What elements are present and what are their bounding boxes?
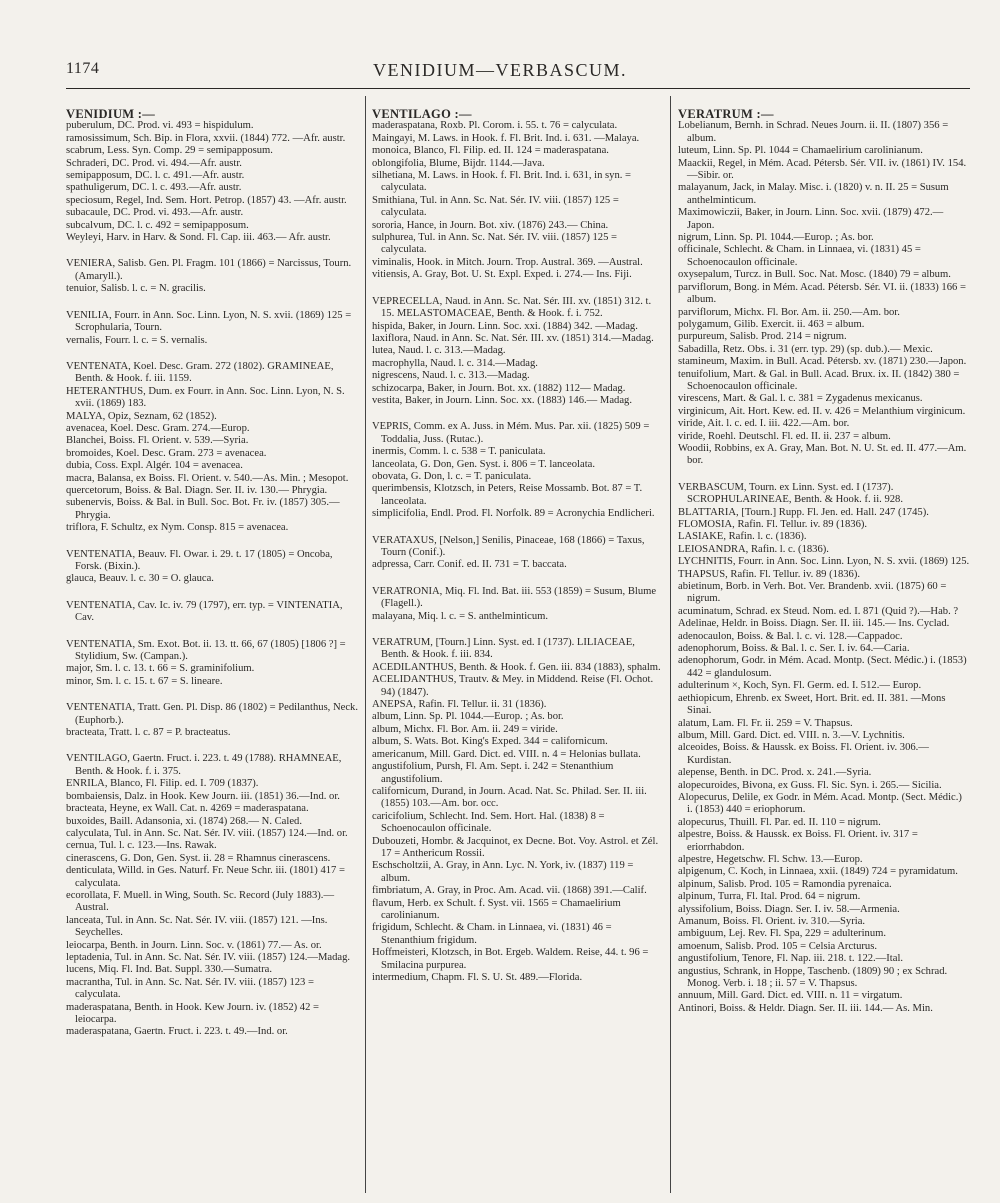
entry-line: aethiopicum, Ehrenb. ex Sweet, Hort. Brit. ed. II. 381. —Mons Sinai.	[678, 692, 946, 717]
entry-line: Weyleyi, Harv. in Harv. & Sond. Fl. Cap. iii. 463.— Afr. austr.	[66, 232, 331, 244]
entry-line: subenervis, Boiss. & Bal. in Bull. Soc. Bot. Fr. iv. (1857) 305.—Phrygia.	[66, 497, 340, 521]
entry-line: alpinum, Salisb. Prod. 105 = Ramondia pyrenaica.	[678, 878, 892, 890]
entry-line: ACELIDANTHUS, Trautv. & Mey. in Middend. Reise (Fl. Ochot. 94) (1847).	[372, 674, 654, 698]
entry-line: denticulata, Willd. in Ges. Naturf. Fr. Neue Schr. iii. (1801) 417 = calyculata.	[66, 865, 345, 889]
entry-line: monoica, Blanco, Fl. Filip. ed. II. 124 = maderaspatana.	[372, 145, 609, 157]
entry-line: dubia, Coss. Expl. Algér. 104 = avenacea.	[66, 460, 243, 472]
genus-entry	[66, 258, 358, 295]
entry-line: alopecurus, Thuill. Fl. Par. ed. II. 110 = nigrum.	[678, 816, 881, 828]
entry-line: LYCHNITIS, Fourr. in Ann. Soc. Linn. Lyon, N. S. xvii. (1869) 125.	[678, 556, 970, 568]
entry-line: cernua, Tul. l. c. 123.—Ins. Rawak.	[66, 840, 217, 852]
entry-line: calyculata, Tul. in Ann. Sc. Nat. Sér. IV. viii. (1857) 124.—Ind. or.	[66, 827, 348, 839]
entry-line: Antinori, Boiss. & Heldr. Diagn. Ser. II. iii. 144.— As. Min.	[678, 1002, 933, 1014]
entry-line: alepense, Benth. in DC. Prod. x. 241.—Syria.	[678, 767, 872, 779]
running-head: VENIDIUM—VERBASCUM.	[372, 60, 627, 80]
entry-line: alpigenum, C. Koch, in Linnaea, xxii. (1849) 724 = pyramidatum.	[678, 866, 958, 878]
entry-line: VERATRUM, [Tourn.] Linn. Syst. ed. I (1737). LILIACEAE, Benth. & Hook. f. iii. 834.	[372, 637, 635, 661]
entry-line: major, Sm. l. c. 13. t. 66 = S. graminifolium.	[66, 663, 255, 675]
entry-line: leptadenia, Tul. in Ann. Sc. Nat. Sér. IV. viii. (1857) 124.—Madag.	[66, 951, 351, 963]
entry-line: oblongifolia, Blume, Bijdr. 1144.—Java.	[372, 157, 545, 169]
entry-line: puberulum, DC. Prod. vi. 493 = hispidulum.	[66, 120, 254, 132]
entry-line: adpressa, Carr. Conif. ed. II. 731 = T. baccata.	[372, 559, 567, 571]
entry-line: semipapposum, DC. l. c. 491.—Afr. austr.	[66, 170, 245, 182]
entry-line: parviflorum, Michx. Fl. Bor. Am. ii. 250.—Am. bor.	[678, 306, 900, 318]
column-divider	[365, 96, 366, 1193]
entry-line: viride, Ait. l. c. ed. I. iii. 422.—Am. bor.	[678, 418, 850, 430]
entry-line: LEIOSANDRA, Rafin. l. c. (1836).	[678, 543, 829, 555]
entry-line: subcalvum, DC. l. c. 492 = semipapposum.	[66, 219, 249, 231]
entry-line: americanum, Mill. Gard. Dict. ed. VIII. n. 4 = Helonias bullata.	[372, 748, 641, 760]
entry-line: schizocarpa, Baker, in Journ. Bot. xx. (1882) 112— Madag.	[372, 382, 626, 394]
entry-line: virescens, Mart. & Gal. l. c. 381 = Zygadenus mexicanus.	[678, 393, 923, 405]
entry-line: VENTENATIA, Cav. Ic. iv. 79 (1797), err. typ. = VINTENATIA, Cav.	[66, 599, 343, 624]
entry-line: Maximowiczii, Baker, in Journ. Linn. Soc. xvii. (1879) 472.—Japon.	[678, 207, 944, 231]
entry-line: minor, Sm. l. c. 15. t. 67 = S. lineare.	[66, 675, 223, 687]
entry-line: fimbriatum, A. Gray, in Proc. Am. Acad. vii. (1868) 391.—Calif.	[372, 885, 647, 897]
genus-entry	[372, 637, 664, 984]
entry-line: lucens, Miq. Fl. Ind. Bat. Suppl. 330.—Sumatra.	[66, 964, 272, 976]
genus-entry	[372, 586, 664, 623]
entry-line: californicum, Durand, in Journ. Acad. Nat. Sc. Philad. Ser. II. iii. (1855) 103.—Am. bor. occ.	[372, 785, 647, 810]
entry-line: macra, Balansa, ex Boiss. Fl. Orient. v. 540.—As. Min. ; Mesopot.	[66, 472, 349, 484]
entry-line: alatum, Lam. Fl. Fr. ii. 259 = V. Thapsus.	[678, 717, 853, 729]
entry-line: speciosum, Regel, Ind. Sem. Hort. Petrop. (1857) 43. —Afr. austr.	[66, 194, 347, 206]
column-middle	[372, 108, 664, 1185]
entry-line: VEPRIS, Comm. ex A. Juss. in Mém. Mus. Par. xii. (1825) 509 = Toddalia, Juss. (Rutac.).	[372, 421, 650, 445]
entry-line: luteum, Linn. Sp. Pl. 1044 = Chamaelirium carolinianum.	[678, 145, 923, 157]
entry-line: intermedium, Chapm. Fl. S. U. St. 489.—Florida.	[372, 972, 583, 983]
entry-line: Sabadilla, Retz. Obs. i. 31 (err. typ. 29) (sp. dub.).— Mexic.	[678, 343, 933, 355]
entry-line: lutea, Naud. l. c. 313.—Madag.	[372, 345, 506, 357]
column-right	[678, 108, 970, 1185]
genus-entry	[372, 421, 664, 520]
entry-line: album, S. Wats. Bot. King's Exped. 344 = californicum.	[372, 736, 608, 748]
entry-line: flavum, Herb. ex Schult. f. Syst. vii. 1565 = Chamaelirium carolinianum.	[372, 897, 621, 921]
entry-line: VENTENATIA, Tratt. Gen. Pl. Disp. 86 (1802) = Pedilanthus, Neck. (Euphorb.).	[66, 702, 358, 726]
entry-line: buxoides, Baill. Adansonia, xi. (1874) 268.— N. Caled.	[66, 815, 302, 827]
entry-line: angustius, Schrank, in Hoppe, Taschenb. (1809) 90 ; ex Schrad. Monog. Verb. i. 18 ; ii. 57 = V. Thapsus.	[678, 965, 948, 990]
entry-line: album, Mill. Gard. Dict. ed. VIII. n. 3.—V. Lychnitis.	[678, 729, 905, 741]
entry-line: triflora, F. Schultz, ex Nym. Consp. 815 = avenacea.	[66, 522, 289, 534]
entry-line: glauca, Beauv. l. c. 30 = O. glauca.	[66, 573, 214, 585]
genus-entry	[66, 310, 358, 347]
entry-line: quercetorum, Boiss. & Bal. Diagn. Ser. II. iv. 130.— Phrygia.	[66, 484, 328, 496]
entry-line: tenuifolium, Mart. & Gal. in Bull. Acad. Brux. ix. II. (1842) 380 = Schoenocaulon officinale.	[678, 368, 960, 392]
entry-line: malayanum, Jack, in Malay. Misc. i. (1820) v. n. II. 25 = Susum anthelminticum.	[678, 182, 949, 206]
entry-line: FLOMOSIA, Rafin. Fl. Tellur. iv. 89 (1836).	[678, 519, 868, 530]
entry-line: caricifolium, Schlecht. Ind. Sem. Hort. Hal. (1838) 8 = Schoenocaulon officinale.	[372, 810, 605, 835]
entry-line: Lobelianum, Bernh. in Schrad. Neues Journ. ii. II. (1807) 356 = album.	[678, 120, 949, 144]
genus-entry	[66, 753, 358, 1038]
entry-line: alyssifolium, Boiss. Diagn. Ser. I. iv. 58.—Armenia.	[678, 903, 900, 915]
genus-entry	[66, 549, 358, 586]
entry-line: VENTENATIA, Beauv. Fl. Owar. i. 29. t. 17 (1805) = Oncoba, Forsk. (Bixin.).	[66, 548, 333, 572]
entry-line: Maingayi, M. Laws. in Hook. f. Fl. Brit. Ind. i. 631. —Malaya.	[372, 132, 640, 144]
entry-line: LASIAKE, Rafin. l. c. (1836).	[678, 531, 807, 543]
entry-line: inermis, Comm. l. c. 538 = T. paniculata.	[372, 446, 546, 458]
genus-entry	[372, 296, 664, 408]
entry-line: album, Michx. Fl. Bor. Am. ii. 249 = viride.	[372, 723, 558, 735]
entry-line: maderaspatana, Gaertn. Fruct. i. 223. t. 49.—Ind. or.	[66, 1026, 288, 1038]
entry-line: hispida, Baker, in Journ. Linn. Soc. xxi. (1884) 342. —Madag.	[372, 320, 638, 332]
column-left	[66, 108, 358, 1185]
entry-line: adenocaulon, Boiss. & Bal. l. c. vi. 128.—Cappadoc.	[678, 630, 903, 642]
entry-line: parviflorum, Bong. in Mém. Acad. Pétersb. Sér. VI. ii. (1833) 166 = album.	[678, 281, 966, 306]
entry-line: VENIERA, Salisb. Gen. Pl. Fragm. 101 (1866) = Narcissus, Tourn. (Amaryll.).	[66, 258, 352, 282]
genus-entry	[372, 535, 664, 572]
entry-line: vestita, Baker, in Journ. Linn. Soc. xx. (1883) 146.— Madag.	[372, 394, 632, 406]
entry-line: spathuligerum, DC. l. c. 493.—Afr. austr.	[66, 182, 242, 194]
entry-line: VENTILAGO, Gaertn. Fruct. i. 223. t. 49 (1788). RHAMNEAE, Benth. & Hook. f. i. 375.	[66, 753, 342, 777]
entry-line: ambiguum, Lej. Rev. Fl. Spa, 229 = adulterinum.	[678, 928, 887, 940]
entry-line: VERATAXUS, [Nelson,] Senilis, Pinaceae, 168 (1866) = Taxus, Tourn (Conif.).	[372, 534, 645, 558]
entry-line: adenophorum, Boiss. & Bal. l. c. Ser. I. iv. 64.—Caria.	[678, 643, 910, 655]
entry-line: Adelinae, Heldr. in Boiss. Diagn. Ser. II. iii. 145.— Ins. Cyclad.	[678, 618, 950, 630]
genus-entry	[678, 108, 970, 468]
column-divider	[670, 96, 671, 1193]
entry-line: simplicifolia, Endl. Prod. Fl. Norfolk. 89 = Acronychia Endlicheri.	[372, 508, 655, 520]
entry-line: silhetiana, M. Laws. in Hook. f. Fl. Brit. Ind. i. 631, in syn. = calyculata.	[372, 170, 632, 194]
page-number: 1174	[66, 60, 100, 77]
entry-line: malayana, Miq. l. c. = S. anthelminticum.	[372, 610, 549, 622]
entry-line: bromoides, Koel. Desc. Gram. 273 = avenacea.	[66, 447, 267, 459]
entry-line: Blanchei, Boiss. Fl. Orient. v. 539.—Syria.	[66, 435, 249, 447]
genus-entry	[66, 108, 358, 244]
genus-entry	[372, 108, 664, 282]
entry-line: album, Linn. Sp. Pl. 1044.—Europ. ; As. bor.	[372, 711, 564, 723]
entry-line: lanceolata, G. Don, Gen. Syst. i. 806 = T. lanceolata.	[372, 458, 595, 470]
entry-line: ENRILA, Blanco, Fl. Filip. ed. I. 709 (1837).	[66, 778, 259, 790]
entry-line: bracteata, Heyne, ex Wall. Cat. n. 4269 = maderaspatana.	[66, 803, 309, 815]
entry-line: viride, Roehl. Deutschl. Fl. ed. II. ii. 237 = album.	[678, 430, 891, 442]
entry-line: vernalis, Fourr. l. c. = S. vernalis.	[66, 334, 208, 346]
header-rule	[66, 88, 970, 89]
entry-line: avenacea, Koel. Desc. Gram. 274.—Europ.	[66, 422, 250, 434]
entry-line: officinale, Schlecht. & Cham. in Linnaea, vi. (1831) 45 = Schoenocaulon officinale.	[678, 244, 921, 268]
entry-line: macrantha, Tul. in Ann. Sc. Nat. Sér. IV. viii. (1857) 123 = calyculata.	[66, 976, 314, 1001]
genus-entry	[66, 702, 358, 739]
entry-line: HETERANTHUS, Dum. ex Fourr. in Ann. Soc. Linn. Lyon, N. S. xvii. (1869) 183.	[66, 385, 345, 410]
entry-line: ACEDILANTHUS, Benth. & Hook. f. Gen. iii. 834 (1883), sphalm.	[372, 661, 661, 673]
entry-heading: VERATRUM :—	[678, 108, 774, 121]
entry-line: vitiensis, A. Gray, Bot. U. St. Expl. Exped. i. 274.— Ins. Fiji.	[372, 269, 632, 281]
entry-line: maderaspatana, Roxb. Pl. Corom. i. 55. t. 76 = calyculata.	[372, 120, 618, 132]
entry-line: Dubouzeti, Hombr. & Jacquinot, ex Decne. Bot. Voy. Astrol. et Zél. 17 = Anthericum Rossii.	[372, 835, 659, 859]
genus-entry	[66, 600, 358, 625]
entry-line: abietinum, Borb. in Verh. Bot. Ver. Brandenb. xvii. (1875) 60 = nigrum.	[678, 581, 947, 605]
genus-entry	[678, 482, 970, 1015]
entry-line: sulphurea, Tul. in Ann. Sc. Nat. Sér. IV. viii. (1857) 125 = calyculata.	[372, 232, 618, 256]
entry-heading: VENIDIUM :—	[66, 108, 156, 121]
entry-line: obovata, G. Don, l. c. = T. paniculata.	[372, 470, 532, 482]
entry-line: laxiflora, Naud. in Ann. Sc. Nat. Sér. III. xv. (1851) 314.—Madag.	[372, 332, 654, 344]
entry-line: purpureum, Salisb. Prod. 214 = nigrum.	[678, 331, 847, 343]
entry-line: Schraderi, DC. Prod. vi. 494.—Afr. austr.	[66, 157, 242, 169]
entry-line: VERATRONIA, Miq. Fl. Ind. Bat. iii. 553 (1859) = Susum, Blume (Flagell.).	[372, 585, 657, 610]
entry-line: MALYA, Opiz, Seznam, 62 (1852).	[66, 410, 217, 422]
entry-line: Eschscholtzii, A. Gray, in Ann. Lyc. N. York, iv. (1837) 119 = album.	[372, 860, 634, 884]
entry-line: VEPRECELLA, Naud. in Ann. Sc. Nat. Sér. III. xv. (1851) 312. t. 15. MELASTOMACEAE, Benth. & Hook. f. i. 752.	[372, 295, 652, 320]
entry-line: Smithiana, Tul. in Ann. Sc. Nat. Sér. IV. viii. (1857) 125 = calyculata.	[372, 194, 619, 219]
entry-line: cinerascens, G. Don, Gen. Syst. ii. 28 = Rhamnus cinerascens.	[66, 852, 331, 864]
entry-line: Alopecurus, Delile, ex Godr. in Mém. Acad. Montp. (Sect. Médic.) i. (1853) 440 = eriophorum.	[678, 791, 962, 816]
entry-line: stamineum, Maxim. in Bull. Acad. Pétersb. xv. (1871) 230.—Japon.	[678, 356, 967, 368]
entry-line: ANEPSA, Rafin. Fl. Tellur. ii. 31 (1836).	[372, 699, 547, 711]
entry-line: alpinum, Turra, Fl. Ital. Prod. 64 = nigrum.	[678, 891, 861, 903]
entry-line: frigidum, Schlecht. & Cham. in Linnaea, vi. (1831) 46 = Stenanthium frigidum.	[372, 922, 612, 946]
entry-line: macrophylla, Naud. l. c. 314.—Madag.	[372, 357, 538, 369]
entry-line: polygamum, Gilib. Exercit. ii. 463 = album.	[678, 318, 865, 330]
entry-line: oxysepalum, Turcz. in Bull. Soc. Nat. Mosc. (1840) 79 = album.	[678, 269, 951, 281]
entry-line: bracteata, Tratt. l. c. 87 = P. bracteatus.	[66, 727, 231, 739]
entry-line: THAPSUS, Rafin. Fl. Tellur. iv. 89 (1836).	[678, 568, 861, 580]
entry-line: scabrum, Less. Syn. Comp. 29 = semipapposum.	[66, 145, 273, 157]
entry-line: VENTENATA, Koel. Desc. Gram. 272 (1802). GRAMINEAE, Benth. & Hook. f. iii. 1159.	[66, 360, 334, 385]
entry-line: amoenum, Salisb. Prod. 105 = Celsia Arcturus.	[678, 940, 877, 952]
entry-line: alopecuroides, Bivona, ex Guss. Fl. Sic. Syn. i. 265.— Sicilia.	[678, 779, 942, 791]
entry-line: angustifolium, Tenore, Fl. Nap. iii. 218. t. 122.—Ital.	[678, 953, 904, 965]
entry-line: Woodii, Robbins, ex A. Gray, Man. Bot. N. U. St. ed. II. 477.—Am. bor.	[678, 442, 967, 467]
entry-line: nigrum, Linn. Sp. Pl. 1044.—Europ. ; As. bor.	[678, 232, 874, 244]
entry-line: subacaule, DC. Prod. vi. 493.—Afr. austr.	[66, 207, 244, 219]
entry-line: adulterinum ×, Koch, Syn. Fl. Germ. ed. I. 512.— Europ.	[678, 680, 922, 692]
entry-line: ramosissimum, Sch. Bip. in Flora, xxvii. (1844) 772. —Afr. austr.	[66, 132, 346, 144]
entry-line: acuminatum, Schrad. ex Steud. Nom. ed. I. 871 (Quid ?).—Hab. ?	[678, 605, 959, 617]
entry-line: alceoides, Boiss. & Haussk. ex Boiss. Fl. Orient. iv. 306.—Kurdistan.	[678, 742, 929, 766]
entry-line: Hoffmeisteri, Klotzsch, in Bot. Ergeb. Waldem. Reise, 44. t. 96 = Smilacina purpurea.	[372, 947, 649, 971]
entry-line: ecorollata, F. Muell. in Wing, South. Sc. Record (July 1883).—Austral.	[66, 889, 335, 914]
entry-line: lanceata, Tul. in Ann. Sc. Nat. Sér. IV. viii. (1857) 121. —Ins. Seychelles.	[66, 914, 328, 939]
genus-entry	[66, 639, 358, 689]
entry-heading: VENTILAGO :—	[372, 108, 472, 121]
entry-line: annuum, Mill. Gard. Dict. ed. VIII. n. 11 = virgatum.	[678, 990, 903, 1002]
entry-line: leiocarpa, Benth. in Journ. Linn. Soc. v. (1861) 77.— As. or.	[66, 939, 322, 951]
entry-line: sororia, Hance, in Journ. Bot. xiv. (1876) 243.— China.	[372, 219, 609, 231]
entry-line: querimbensis, Klotzsch, in Peters, Reise Mossamb. Bot. 87 = T. lanceolata.	[372, 483, 643, 507]
entry-line: maderaspatana, Benth. in Hook. Kew Journ. iv. (1852) 42 = leiocarpa.	[66, 1001, 320, 1025]
entry-line: nigrescens, Naud. l. c. 313.—Madag.	[372, 370, 530, 382]
entry-line: angustifolium, Pursh, Fl. Am. Sept. i. 242 = Stenanthium angustifolium.	[372, 761, 614, 785]
entry-line: alpestre, Hegetschw. Fl. Schw. 13.—Europ.	[678, 853, 863, 865]
entry-line: adenophorum, Godr. in Mém. Acad. Montp. (Sect. Médic.) i. (1853) 442 = glandulosum.	[678, 655, 967, 679]
entry-line: VERBASCUM, Tourn. ex Linn. Syst. ed. I (1737). SCROPHULARINEAE, Benth. & Hook. f. ii. 928.	[678, 481, 903, 506]
entry-line: BLATTARIA, [Tourn.] Rupp. Fl. Jen. ed. Hall. 247 (1745).	[678, 506, 929, 518]
entry-line: tenuior, Salisb. l. c. = N. gracilis.	[66, 283, 206, 295]
entry-line: VENTENATIA, Sm. Exot. Bot. ii. 13. tt. 66, 67 (1805) [1806 ?] = Stylidium, Sw. (Campan.).	[66, 638, 346, 663]
entry-line: virginicum, Ait. Hort. Kew. ed. II. v. 426 = Melanthium virginicum.	[678, 405, 966, 417]
entry-line: Amanum, Boiss. Fl. Orient. iv. 310.—Syria.	[678, 916, 866, 927]
genus-entry	[66, 361, 358, 535]
entry-line: viminalis, Hook. in Mitch. Journ. Trop. Austral. 369. —Austral.	[372, 256, 643, 268]
entry-line: VENILIA, Fourr. in Ann. Soc. Linn. Lyon, N. S. xvii. (1869) 125 = Scrophularia, Tourn.	[66, 309, 352, 334]
entry-line: bombaiensis, Dalz. in Hook. Kew Journ. iii. (1851) 36.—Ind. or.	[66, 790, 340, 802]
entry-line: Maackii, Regel, in Mém. Acad. Pétersb. Sér. VII. iv. (1861) IV. 154.—Sibir. or.	[678, 157, 967, 182]
entry-line: alpestre, Boiss. & Haussk. ex Boiss. Fl. Orient. iv. 317 = eriorrhabdon.	[678, 829, 918, 853]
